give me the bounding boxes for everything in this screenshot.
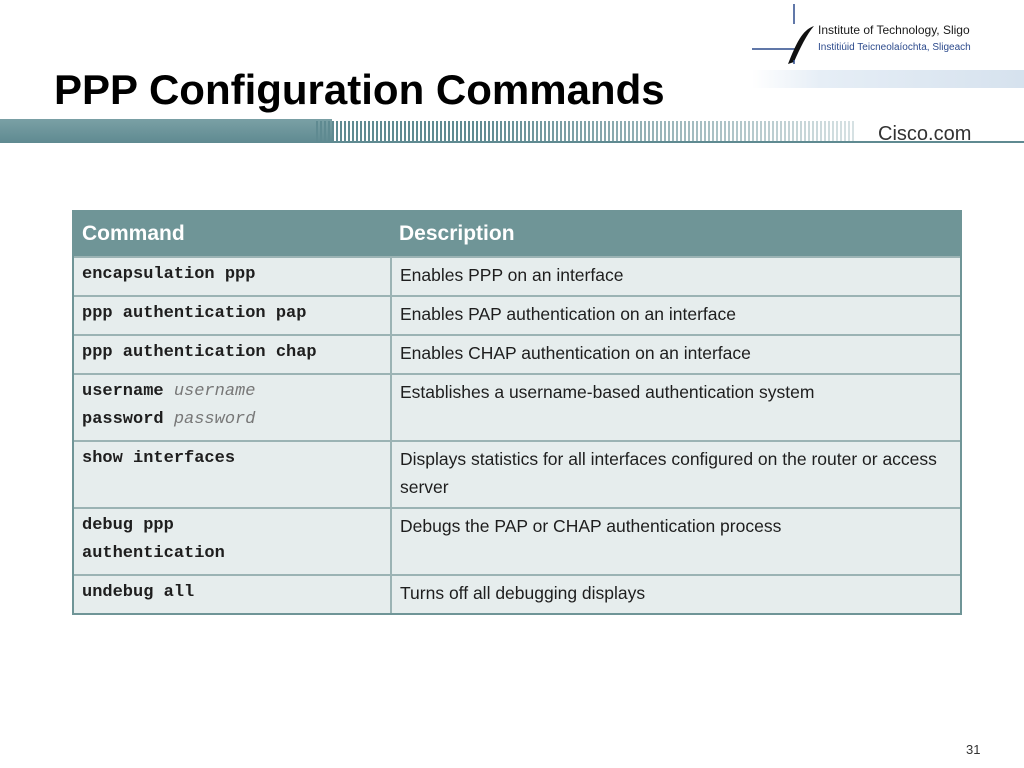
table-row [74,508,960,575]
table-header-row [74,212,960,257]
command-argument: password [173,410,256,429]
command-cell [74,508,391,575]
description-cell: Establishes a username-based authentication system [391,374,960,441]
banner-stripes [316,121,856,141]
command-argument: username [173,382,256,401]
logo-line1: Institute of Technology, Sligo [818,23,970,37]
table-row [74,575,960,613]
page-number: 31 [966,742,981,757]
commands-table [72,210,962,615]
command-cell: ppp authentication pap [74,296,391,335]
description-cell: Displays statistics for all interfaces configured on the router or access server [391,441,960,508]
command-cell: show interfaces [74,441,391,508]
description-cell: Enables CHAP authentication on an interface [391,335,960,374]
header-description: Description [391,212,960,257]
table-row [74,335,960,374]
header-banner [0,119,1024,145]
command-keyword: password [82,410,164,429]
logo-line2: Institiúid Teicneolaíochta, Sligeach [818,42,971,53]
table-row [74,441,960,508]
command-cell: ppp authentication chap [74,335,391,374]
slide-title: PPP Configuration Commands [54,66,665,113]
description-cell: Enables PPP on an interface [391,257,960,296]
command-cell: encapsulation ppp [74,257,391,296]
table-row [74,296,960,335]
header-command: Command [74,212,391,257]
command-cell [74,374,391,441]
command-line: authentication [82,544,225,563]
description-cell: Turns off all debugging displays [391,575,960,613]
description-cell: Enables PAP authentication on an interface [391,296,960,335]
description-cell: Debugs the PAP or CHAP authentication process [391,508,960,575]
institute-logo [752,4,1024,86]
logo-band [752,70,1024,88]
command-line: debug ppp [82,516,174,535]
cisco-brand: Cisco.com [878,123,972,145]
table-row [74,374,960,441]
command-cell: undebug all [74,575,391,613]
banner-solid [0,119,332,143]
table-row [74,257,960,296]
command-keyword: username [82,382,164,401]
